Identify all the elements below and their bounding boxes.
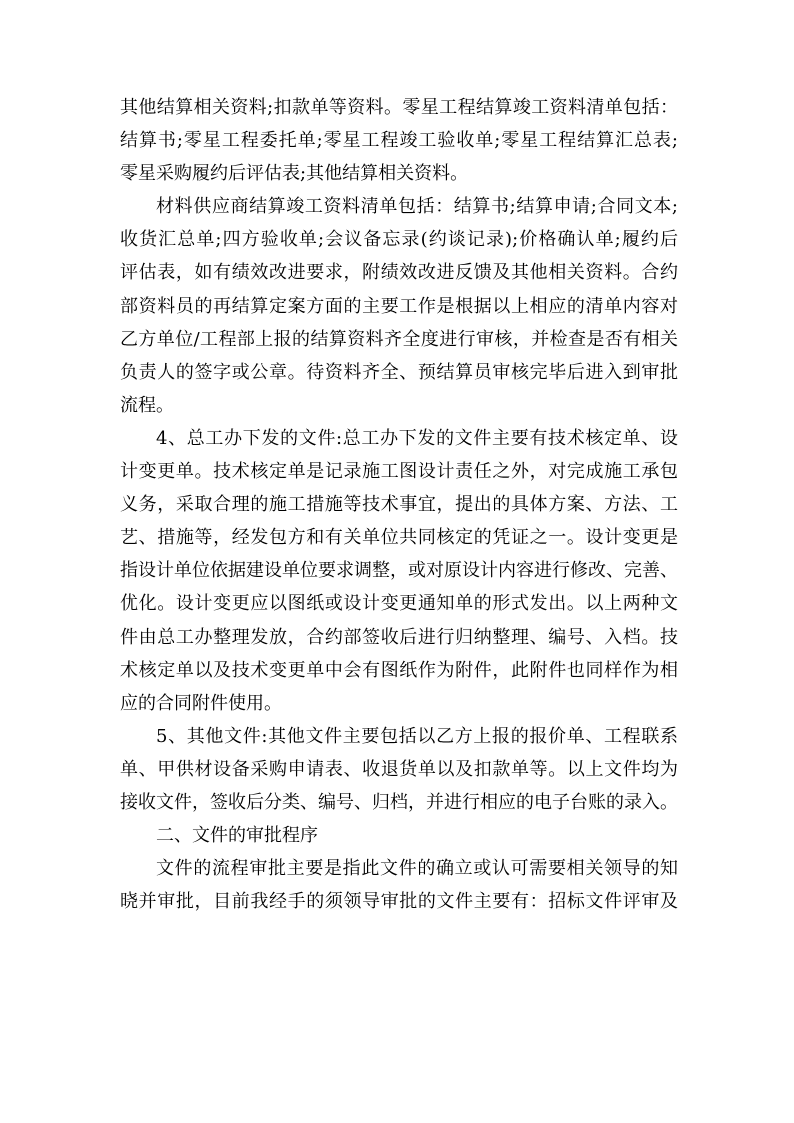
text-line: 评估表，如有绩效改进要求，附绩效改进反馈及其他相关资料。合约: [120, 262, 678, 284]
text-line: 零星采购履约后评估表;其他结算相关资料。: [120, 163, 469, 185]
text-line: 其他结算相关资料;扣款单等资料。零星工程结算竣工资料清单包括：: [120, 97, 678, 118]
text-line: 单、甲供材设备采购申请表、收退货单以及扣款单等。以上文件均为: [120, 758, 678, 780]
text-line: 结算书;零星工程委托单;零星工程竣工验收单;零星工程结算汇总表;: [120, 130, 678, 152]
text-line: 流程。: [120, 394, 174, 416]
text-line: 接收文件，签收后分类、编号、归档，并进行相应的电子台账的录入。: [120, 791, 678, 813]
text-line: 晓并审批，目前我经手的须领导审批的文件主要有：招标文件评审及: [120, 891, 678, 913]
text-line: 材料供应商结算竣工资料清单包括：结算书;结算申请;合同文本;: [156, 196, 678, 218]
text-line: 5、其他文件:其他文件主要包括以乙方上报的报价单、工程联系: [156, 725, 678, 747]
text-line: 应的合同附件使用。: [120, 692, 282, 714]
text-line: 负责人的签字或公章。待资料齐全、预结算员审核完毕后进入到审批: [120, 361, 678, 383]
text-line: 4、总工办下发的文件:总工办下发的文件主要有技术核定单、设: [156, 427, 678, 449]
text-line: 术核定单以及技术变更单中会有图纸作为附件，此附件也同样作为相: [120, 659, 678, 681]
document-body: [120, 91, 678, 918]
text-line: 部资料员的再结算定案方面的主要工作是根据以上相应的清单内容对: [120, 295, 678, 317]
text-line: 计变更单。技术核定单是记录施工图设计责任之外，对完成施工承包: [120, 461, 678, 483]
text-line: 二、文件的审批程序: [156, 825, 318, 847]
text-line: 乙方单位/工程部上报的结算资料齐全度进行审核，并检查是否有相关: [120, 328, 678, 350]
text-line: 文件的流程审批主要是指此文件的确立或认可需要相关领导的知: [156, 858, 678, 880]
text-line: 艺、措施等，经发包方和有关单位共同核定的凭证之一。设计变更是: [120, 527, 678, 549]
text-line: 指设计单位依据建设单位要求调整，或对原设计内容进行修改、完善、: [120, 560, 678, 582]
text-line: 优化。设计变更应以图纸或设计变更通知单的形式发出。以上两种文: [120, 593, 678, 615]
text-line: 件由总工办整理发放，合约部签收后进行归纳整理、编号、入档。技: [120, 626, 678, 648]
text-line: 收货汇总单;四方验收单;会议备忘录(约谈记录);价格确认单;履约后: [120, 229, 678, 251]
text-line: 义务，采取合理的施工措施等技术事宜，提出的具体方案、方法、工: [120, 494, 678, 516]
